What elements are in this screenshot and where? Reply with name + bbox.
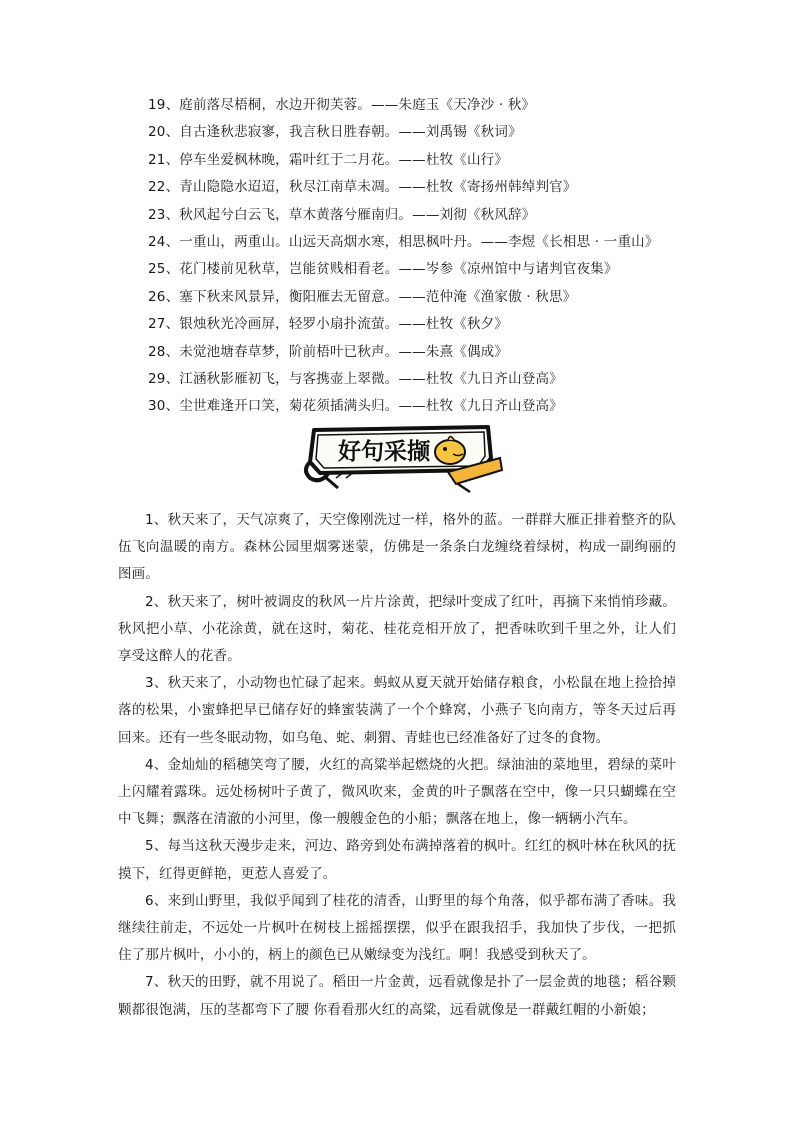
- paragraph: 5、每当这秋天漫步走来，河边、路旁到处布满掉落着的枫叶。红红的枫叶林在秋风的抚摸下，红得更鲜艳，更惹人喜爱了。: [118, 838, 676, 882]
- poem-line: 23、秋风起兮白云飞，草木黄落兮雁南归。——刘彻《秋风辞》: [148, 206, 536, 223]
- poem-line: 19、庭前落尽梧桐，水边开彻芙蓉。——朱庭玉《天净沙 · 秋》: [148, 97, 536, 113]
- paragraph: 1、秋天来了，天气凉爽了，天空像刚洗过一样，格外的蓝。一群群大雁正排着整齐的队伍飞向温暖的南方。森林公园里烟雾迷蒙，仿佛是一条条白龙缠绕着绿树，构成一副绚丽的图画。: [118, 512, 676, 583]
- poem-line: 26、塞下秋来风景异，衡阳雁去无留意。——范仲淹《渔家傲 · 秋思》: [148, 288, 577, 305]
- poem-line: 22、青山隐隐水迢迢，秋尽江南草未凋。——杜牧《寄扬州韩绰判官》: [148, 179, 577, 196]
- paragraph: 2、秋天来了，树叶被调皮的秋风一片片涂黄，把绿叶变成了红叶，再摘下来悄悄珍藏。秋风把小草、小花涂黄，就在这时，菊花、桂花竞相开放了，把香味吹到千里之外，让人们享受这醉人的花香。: [118, 593, 676, 665]
- poem-line: 27、银烛秋光冷画屏，轻罗小扇扑流萤。——杜牧《秋夕》: [148, 316, 509, 333]
- paragraph: 6、来到山野里，我似乎闻到了桂花的清香，山野里的每个角落，似乎都布满了香味。我继续往前走，不远处一片枫叶在树枝上摇摇摆摆，似乎在跟我招手，我加快了步伐，一把抓住了那片枫叶，小小的，柄上的颜色已从嫩绿变为浅红。啊！我感受到秋天了。: [118, 892, 676, 964]
- poem-list: [148, 92, 748, 421]
- banner-title: 好句采撷: [338, 439, 430, 465]
- poem-line: 21、停车坐爱枫林晚，霜叶红于二月花。——杜牧《山行》: [148, 151, 509, 168]
- paragraph: 7、秋天的田野，就不用说了。稻田一片金黄，远看就像是扑了一层金黄的地毯；稻谷颗颗都很饱满，压的茎都弯下了腰 你看看那火红的高粱，远看就像是一群戴红帽的小新娘；: [118, 974, 676, 1018]
- paragraph: 4、金灿灿的稻穗笑弯了腰，火红的高粱举起燃烧的火把。绿油油的菜地里，碧绿的菜叶上闪耀着露珠。远处杨树叶子黄了，微风吹来，金黄的叶子飘落在空中，像一只只蝴蝶在空中飞舞；飘落在清澈的小河里，像一艘艘金色的小船；飘落在地上，像一辆辆小汽车。: [118, 756, 676, 828]
- poem-line: 25、花门楼前见秋草，岂能贫贱相看老。——岑参《凉州馆中与诸判官夜集》: [148, 261, 618, 278]
- poem-line: 30、尘世难逢开口笑，菊花须插满头归。——杜牧《九日齐山登高》: [148, 398, 563, 415]
- poem-line: 29、江涵秋影雁初飞，与客携壶上翠微。——杜牧《九日齐山登高》: [148, 370, 563, 387]
- banner-graphic: [298, 418, 504, 494]
- poem-line: 20、自古逢秋悲寂寥，我言秋日胜春朝。——刘禹锡《秋词》: [148, 124, 522, 141]
- section-banner: [298, 418, 504, 494]
- sentence-list: [118, 507, 676, 1024]
- paragraph: 3、秋天来了，小动物也忙碌了起来。蚂蚁从夏天就开始储存粮食，小松鼠在地上捡拾掉落的松果，小蜜蜂把早已储存好的蜂蜜装满了一个个蜂窝，小燕子飞向南方，等冬天过后再回来。还有一些冬眠动物，如乌龟、蛇、刺猬、青蛙也已经准备好了过冬的食物。: [118, 675, 676, 746]
- poem-line: 28、未觉池塘春草梦，阶前梧叶已秋声。——朱熹《偶成》: [148, 343, 509, 360]
- poem-line: 24、一重山，两重山。山远天高烟水寒，相思枫叶丹。——李煜《长相思 · 一重山》: [148, 233, 659, 250]
